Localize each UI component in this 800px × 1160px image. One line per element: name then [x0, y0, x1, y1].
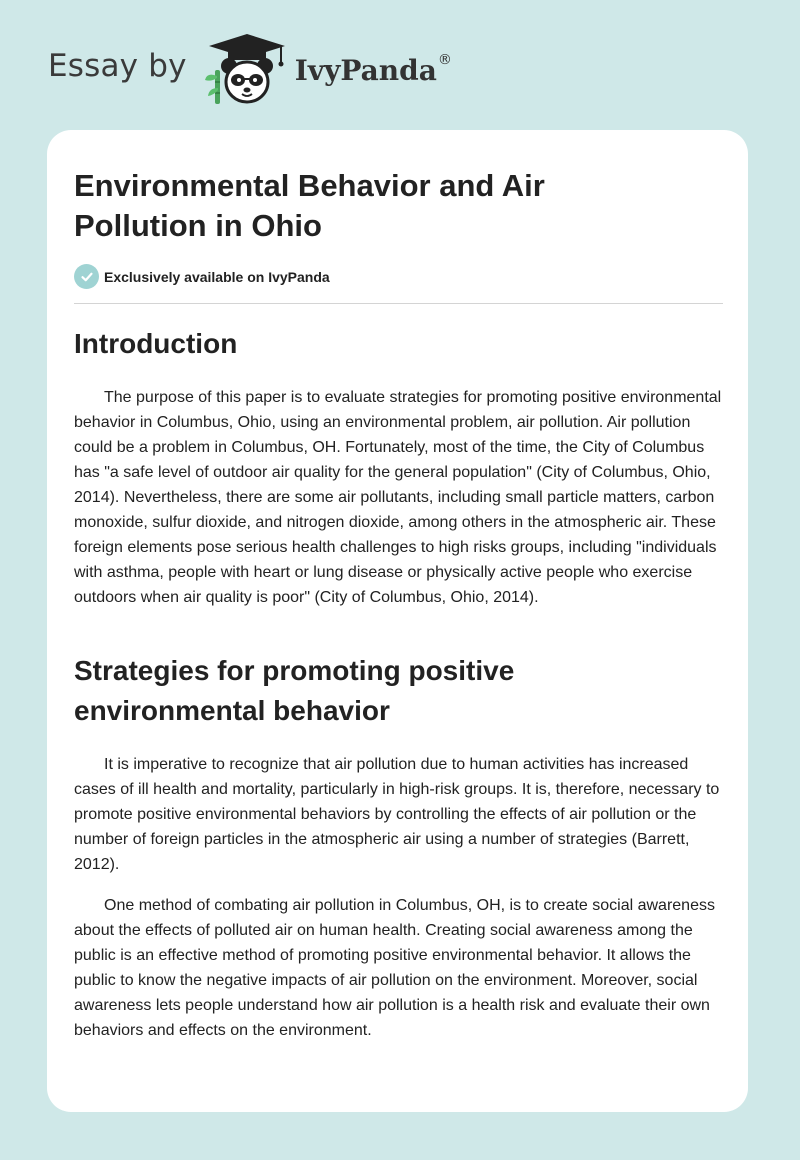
essay-title: Environmental Behavior and Air Pollution in Ohio — [74, 168, 545, 243]
registered-mark: ® — [437, 51, 452, 68]
essay-by-label: Essay by — [48, 48, 187, 84]
divider — [74, 303, 723, 304]
section-heading-strategies: Strategies for promoting positive environmental behavior — [74, 655, 515, 726]
brand-text: IvyPanda — [294, 53, 437, 87]
exclusive-badge — [74, 264, 330, 289]
paragraph: One method of combating air pollution in Columbus, OH, is to create social awareness about the effects of polluted air on human health. Creating social awareness among the public is an effective method of promoting positive environmental behavior. It allows the public to know the negative impacts of air pollution on the environment. Moreover, social awareness lets people understand how air pollution is a health risk and evaluate their own behaviors and effects on the environment. — [74, 897, 715, 1039]
paragraph: It is imperative to recognize that air pollution due to human activities has increased cases of ill health and mortality, particularly in high-risk groups. It is, therefore, necessary to promote positive environmental behaviors by controlling the effects of air pollution or the number of foreign particles in the atmospheric air using a number of strategies (Barrett, 2012). — [74, 756, 720, 873]
panda-graduate-icon[interactable] — [201, 30, 293, 110]
essay-card — [47, 130, 748, 1112]
exclusive-label: Exclusively available on IvyPanda — [104, 268, 330, 285]
section-heading-introduction: Introduction — [74, 328, 238, 359]
brand-name[interactable] — [294, 51, 452, 87]
site-header — [48, 30, 452, 110]
check-circle-icon — [74, 264, 99, 289]
paragraph: The purpose of this paper is to evaluate strategies for promoting positive environmental behavior in Columbus, Ohio, using an environmental problem, air pollution. Air pollution could be a problem in Columbus, OH. Fortunately, most of the time, the City of Columbus has "a safe level of outdoor air quality for the general population" (City of Columbus, Ohio, 2014). Nevertheless, there are some air pollutants, including small particle matters, carbon monoxide, sulfur dioxide, and nitrogen dioxide, among others in the atmospheric air. These foreign elements pose serious health challenges to high risks groups, including "individuals with asthma, people with heart or lung disease or physically active people who exercise outdoors when air quality is poor" (City of Columbus, Ohio, 2014). — [74, 389, 722, 606]
